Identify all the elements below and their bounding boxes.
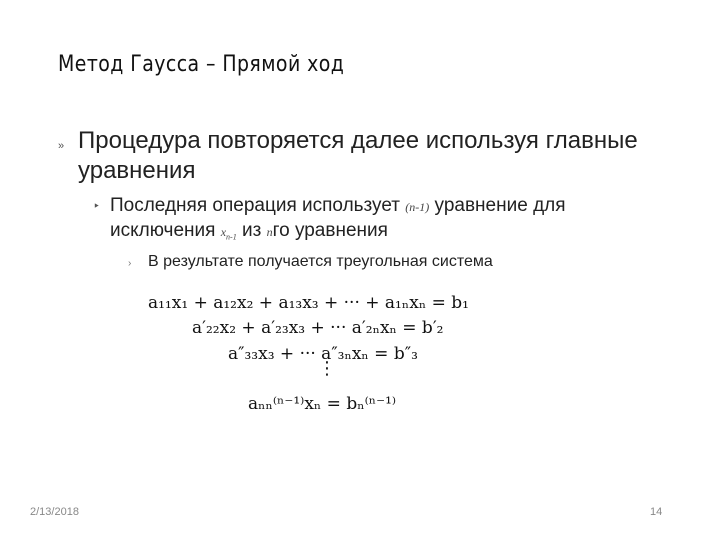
equation-row-n: aₙₙ⁽ⁿ⁻¹⁾xₙ = bₙ⁽ⁿ⁻¹⁾ (248, 394, 397, 414)
bullet-marker-level1: » (58, 140, 65, 152)
footer-date: 2/13/2018 (30, 506, 79, 518)
equation-row-1: a₁₁x₁ + a₁₂x₂ + a₁₃x₃ + ··· + a₁ₙxₙ = b₁ (148, 293, 469, 313)
inline-var-n-minus-1: (n-1) (405, 200, 430, 214)
bullet-marker-level3: › (128, 258, 132, 269)
bullet2-text-before: Последняя операция использует (110, 195, 400, 216)
footer-page-number: 14 (650, 506, 663, 518)
bullet-text-level1: Процедура повторяется далее используя главные уравнения (78, 127, 638, 184)
bullet2-text-middle: уравнение для исключения (110, 195, 566, 241)
equation-row-2: a′₂₂x₂ + a′₂₃x₃ + ··· a′₂ₙxₙ = b′₂ (192, 318, 444, 338)
inline-var-x-sub: n-1 (226, 232, 237, 242)
bullet-text-level3: В результате получается треугольная система (148, 253, 493, 270)
bullet-text-level2 (110, 194, 670, 249)
bullet2-text-iz: из (241, 220, 262, 241)
bullet2-text-end: го уравнения (272, 220, 388, 241)
inline-var-x-letter: x (220, 225, 227, 239)
equation-row-3: a″₃₃x₃ + ··· a″₃ₙxₙ = b″₃ (228, 344, 418, 364)
bullet-marker-level2: ‣ (93, 199, 101, 213)
slide-title: Метод Гаусса – Прямой ход (58, 52, 345, 77)
inline-var-n: n (266, 225, 273, 239)
vertical-dots: ⋮ (318, 358, 336, 379)
inline-var-x (220, 225, 237, 242)
